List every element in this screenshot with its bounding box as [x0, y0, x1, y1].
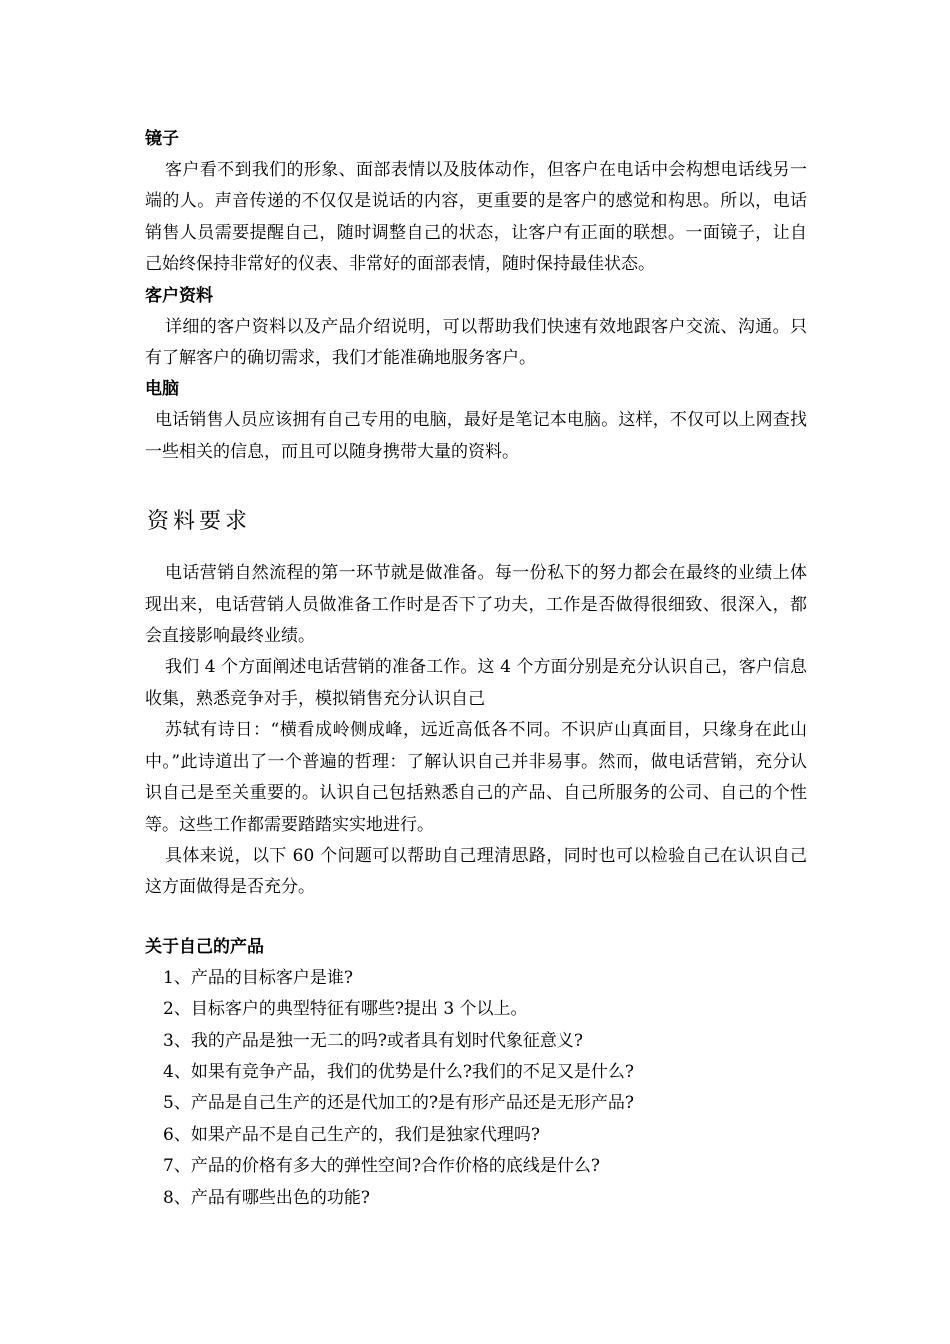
list-item: 3、我的产品是独一无二的吗?或者具有划时代象征意义?	[163, 1030, 584, 1051]
computer-heading: 电脑	[145, 379, 179, 400]
requirements-paragraph: 电话营销自然流程的第一环节就是做准备。每一份私下的努力都会在最终的业绩上体现出来，电话营销人员做准备工作时是否下了功夫，工作是否做得很细致、很深入，都会直接影响最终业绩。	[145, 563, 807, 647]
customer-data-paragraph: 详细的客户资料以及产品介绍说明，可以帮助我们快速有效地跟客户交流、沟通。只有了解客户的确切需求，我们才能准确地服务客户。	[145, 316, 807, 369]
list-item: 4、如果有竞争产品，我们的优势是什么?我们的不足又是什么?	[163, 1061, 635, 1082]
section-spacer	[145, 904, 807, 932]
product-question-list	[145, 963, 807, 1214]
list-item: 7、产品的价格有多大的弹性空间?合作价格的底线是什么?	[163, 1156, 601, 1177]
list-item: 1、产品的目标客户是谁?	[163, 967, 353, 988]
requirements-paragraph: 具体来说，以下 60 个问题可以帮助自己理清思路，同时也可以检验自己在认识自己这方面做得是否充分。	[145, 845, 807, 898]
list-item: 6、如果产品不是自己生产的，我们是独家代理吗?	[163, 1124, 540, 1145]
document-content	[145, 124, 807, 1214]
requirements-paragraph: 我们 4 个方面阐述电话营销的准备工作。这 4 个方面分别是充分认识自己，客户信息收集，熟悉竞争对手，模拟销售充分认识自己	[145, 657, 807, 709]
requirements-paragraph: 苏轼有诗日：“横看成岭侧成峰，远近高低各不同。不识庐山真面目，只缘身在此山中。”此诗道出了一个普遍的哲理：了解认识自己并非易事。然而，做电话营销，充分认识自己是至关重要的。认识自己包括熟悉自己的产品、自己所服务的公司、自己的个性等。这些工作都需要踏踏实实地进行。	[145, 720, 807, 835]
list-item: 5、产品是自己生产的还是代加工的?是有形产品还是无形产品?	[163, 1093, 635, 1114]
mirror-heading: 镜子	[145, 129, 179, 149]
list-item: 2、目标客户的典型特征有哪些?提出 3 个以上。	[163, 999, 528, 1020]
list-item: 8、产品有哪些出色的功能?	[163, 1187, 370, 1208]
requirements-title: 资料要求	[147, 509, 252, 535]
product-heading: 关于自己的产品	[145, 936, 264, 957]
customer-data-heading: 客户资料	[145, 285, 213, 306]
computer-paragraph: 电话销售人员应该拥有自己专用的电脑，最好是笔记本电脑。这样，不仅可以上网查找一些相关的信息，而且可以随身携带大量的资料。	[145, 410, 807, 462]
mirror-paragraph: 客户看不到我们的形象、面部表情以及肢体动作，但客户在电话中会构想电话线另一端的人。声音传递的不仅仅是说话的内容，更重要的是客户的感觉和构思。所以，电话销售人员需要提醒自己，随时调整自己的状态，让客户有正面的联想。一面镜子，让自己始终保持非常好的仪表、非常好的面部表情，随时保持最佳状态。	[145, 160, 807, 275]
